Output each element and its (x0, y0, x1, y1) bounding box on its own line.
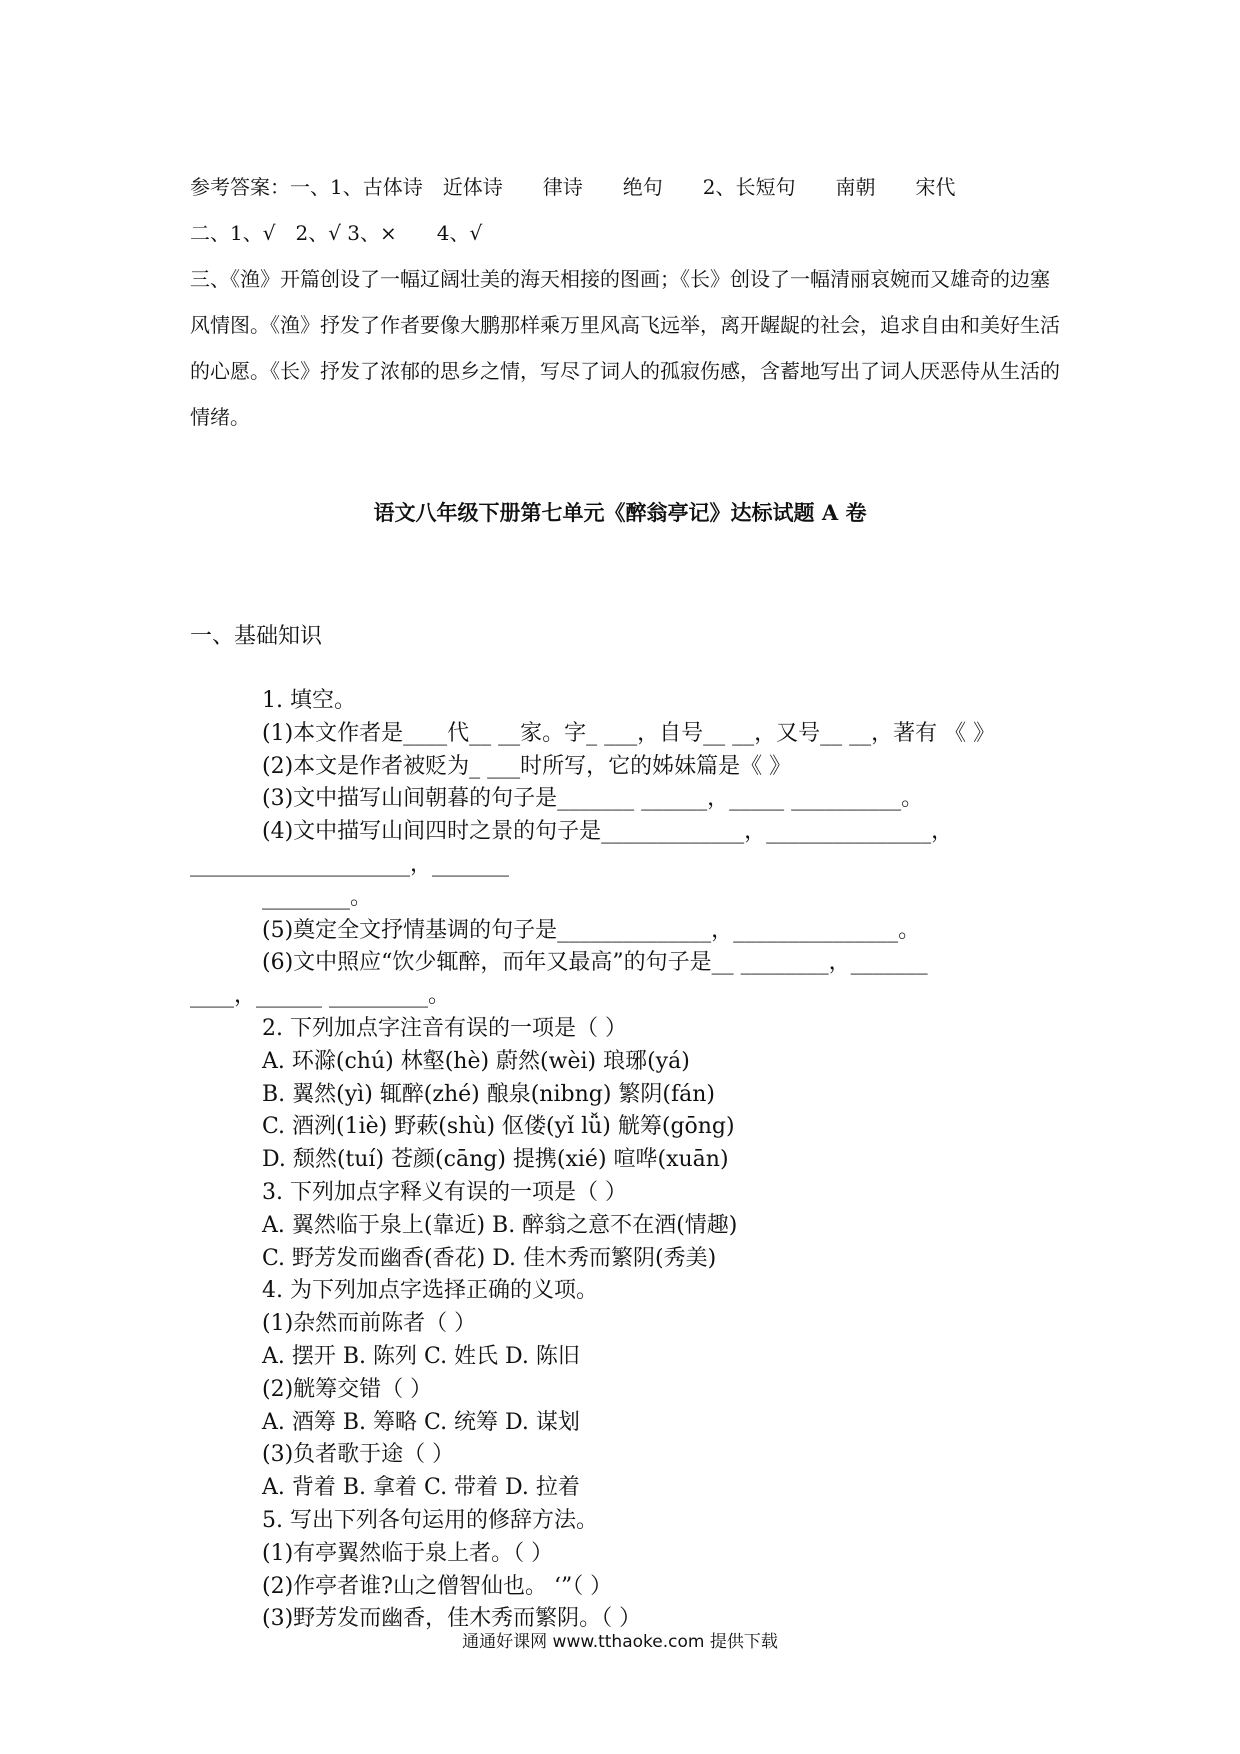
question-line: ____________________，_______ (190, 851, 510, 877)
question-line: 3. 下列加点字释义有误的一项是（ ） (262, 1179, 627, 1205)
question-line: (1)本文作者是____代__ __家。字_ ___，自号__ __，又号__ __，著有 《 》 (262, 720, 996, 746)
question-line: B. 翼然(yì) 辄醉(zhé) 酿泉(nibng) 繁阴(fán) (262, 1081, 716, 1107)
question-line: (1)杂然而前陈者（ ） (262, 1311, 477, 1337)
question-line: 2. 下列加点字注音有误的一项是（ ） (262, 1015, 627, 1041)
question-line: 1. 填空。 (262, 688, 356, 713)
answer-line-2: 二、1、√ 2、√ 3、× 4、√ (190, 221, 483, 245)
question-line: A. 酒筹 B. 筹略 C. 统筹 D. 谋划 (262, 1409, 580, 1435)
question-line: A. 环滁(chú) 林壑(hè) 蔚然(wèi) 琅琊(yá) (262, 1048, 690, 1074)
question-line: C. 野芳发而幽香(香花) D. 佳木秀而繁阴(秀美) (262, 1245, 717, 1271)
question-line: (5)奠定全文抒情基调的句子是______________，_______________。 (262, 917, 921, 943)
page-title: 语文八年级下册第七单元《醉翁亭记》达标试题 A 卷 (373, 500, 867, 525)
question-line: D. 颓然(tuí) 苍颜(cāng) 提携(xié) 喧哗(xuān) (262, 1147, 729, 1173)
answer-key (190, 164, 1060, 440)
question-line: ________。 (262, 884, 373, 910)
page-footer: 通通好课网 www.tthaoke.com 提供下载 (462, 1632, 778, 1652)
question-line: (1)有亭翼然临于泉上者。（ ） (262, 1540, 554, 1566)
question-body (190, 685, 1060, 1636)
question-line: 4. 为下列加点字选择正确的义项。 (262, 1278, 598, 1304)
question-line: A. 背着 B. 拿着 C. 带着 D. 拉着 (262, 1475, 580, 1501)
question-line: C. 酒洌(1iè) 野蔌(shù) 伛偻(yǐ lǚ) 觥筹(gōng) (262, 1114, 735, 1140)
question-line: (4)文中描写山间四时之景的句子是_____________，_______________， (262, 819, 954, 845)
question-line: ____，______ _________。 (190, 983, 450, 1009)
question-line: (2)本文是作者被贬为_ ___时所写，它的姊妹篇是《 》 (262, 753, 792, 779)
answer-line-1: 参考答案：一、1、古体诗 近体诗 律诗 绝句 2、长短句 南朝 宋代 (190, 175, 956, 199)
answer-line-3: 三、《渔》开篇创设了一幅辽阔壮美的海天相接的图画；《长》创设了一幅清丽哀婉而又雄奇的边塞风情图。《渔》抒发了作者要像大鹏那样乘万里风高飞远举，离开龌龊的社会，追求自由和美好生活的心愿。《长》抒发了浓郁的思乡之情，写尽了词人的孤寂伤感，含蓄地写出了词人厌恶侍从生活的情绪。 (190, 267, 1060, 429)
question-line: (2)觥筹交错（ ） (262, 1376, 433, 1402)
question-line: (3)文中描写山间朝暮的句子是_______ ______，_____ __________。 (262, 786, 924, 812)
question-line: 5. 写出下列各句运用的修辞方法。 (262, 1507, 598, 1533)
question-line: (3)野芳发而幽香，佳木秀而繁阴。（ ） (262, 1606, 642, 1632)
question-line: (3)负者歌于途（ ） (262, 1442, 455, 1468)
question-line: (2)作亭者谁?山之僧智仙也。 ‘”（ ） (262, 1573, 613, 1599)
question-line: (6)文中照应“饮少辄醉，而年又最高”的句子是__ ________，_______ (262, 950, 928, 976)
section-heading: 一、基础知识 (190, 624, 323, 649)
question-line: A. 翼然临于泉上(靠近) B. 醉翁之意不在酒(情趣) (262, 1212, 738, 1238)
question-line: A. 摆开 B. 陈列 C. 姓氏 D. 陈旧 (262, 1343, 580, 1369)
